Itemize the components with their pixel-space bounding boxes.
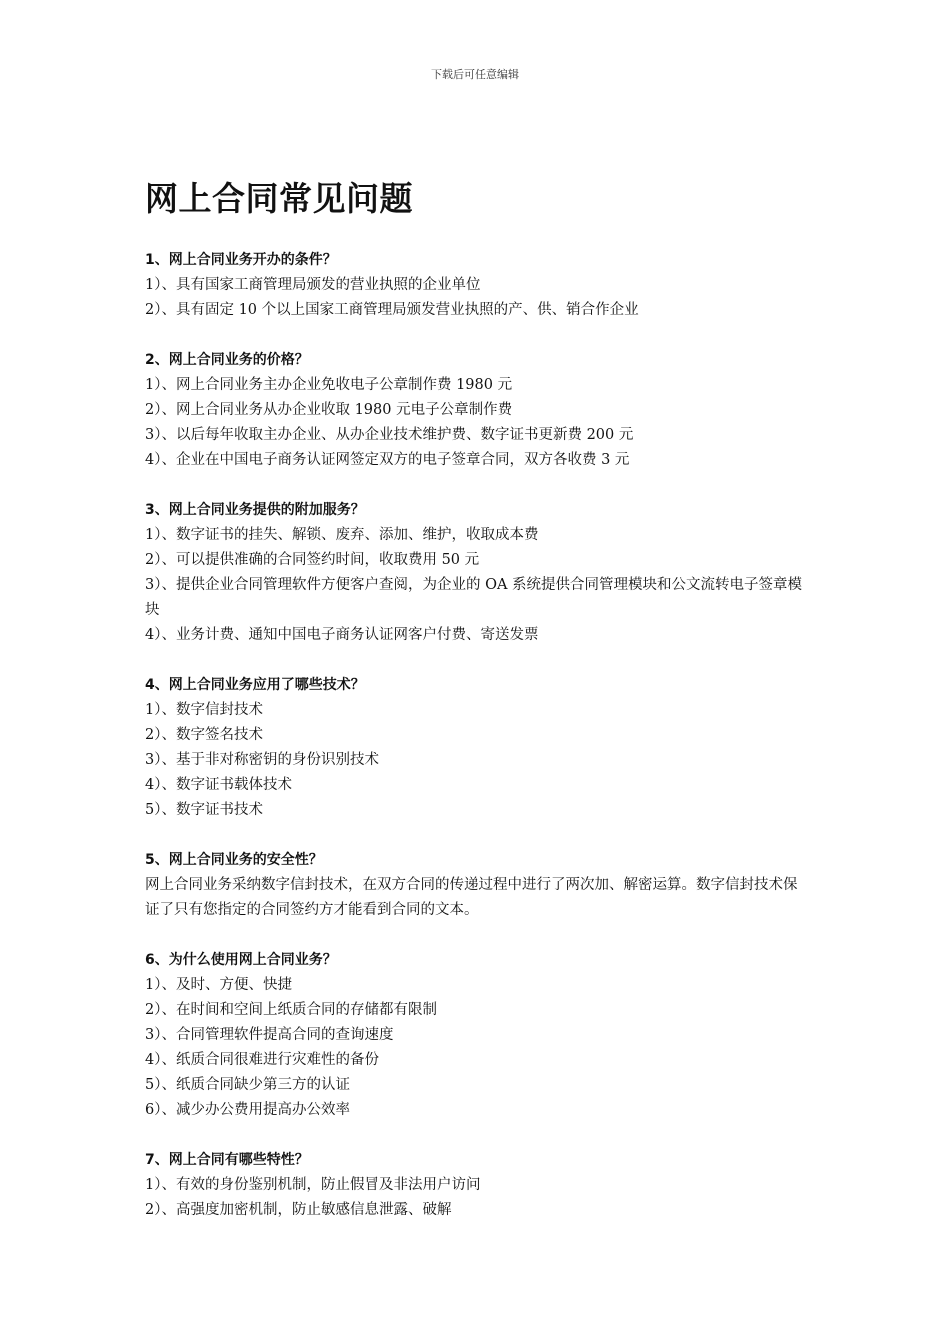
faq-answer-line: 1）、具有国家工商管理局颁发的营业执照的企业单位 xyxy=(145,277,481,293)
faq-answer-line: 1）、有效的身份鉴别机制，防止假冒及非法用户访问 xyxy=(145,1177,481,1193)
faq-section-3 xyxy=(145,498,810,648)
faq-answer-line: 2）、高强度加密机制，防止敏感信息泄露、破解 xyxy=(145,1202,452,1218)
faq-answer-line: 3）、合同管理软件提高合同的查询速度 xyxy=(145,1027,394,1043)
faq-question: 6、为什么使用网上合同业务？ xyxy=(145,952,337,968)
faq-question: 3、网上合同业务提供的附加服务？ xyxy=(145,502,365,518)
faq-answer-line: 3）、提供企业合同管理软件方便客户查阅，为企业的 OA 系统提供合同管理模块和公文流转电子签章模块 xyxy=(145,577,803,618)
page-title: 网上合同常见问题 xyxy=(145,179,413,218)
faq-question: 7、网上合同有哪些特性？ xyxy=(145,1152,309,1168)
faq-answer-line: 4）、数字证书载体技术 xyxy=(145,777,292,793)
faq-answer-line: 2）、可以提供准确的合同签约时间，收取费用 50 元 xyxy=(145,552,480,568)
faq-answer-line: 1）、数字证书的挂失、解锁、废弃、添加、维护，收取成本费 xyxy=(145,527,539,543)
faq-section-7 xyxy=(145,1148,810,1223)
faq-answer-line: 3）、基于非对称密钥的身份识别技术 xyxy=(145,752,379,768)
faq-answer-line: 2）、具有固定 10 个以上国家工商管理局颁发营业执照的产、供、销合作企业 xyxy=(145,302,639,318)
faq-answer-line: 4）、企业在中国电子商务认证网签定双方的电子签章合同，双方各收费 3 元 xyxy=(145,452,630,468)
faq-question: 1、网上合同业务开办的条件？ xyxy=(145,252,337,268)
faq-section-4 xyxy=(145,673,810,823)
faq-answer-line: 1）、数字信封技术 xyxy=(145,702,263,718)
faq-answer-line: 2）、在时间和空间上纸质合同的存储都有限制 xyxy=(145,1002,437,1018)
faq-answer-paragraph: 网上合同业务采纳数字信封技术，在双方合同的传递过程中进行了两次加、解密运算。数字信封技术保证了只有您指定的合同签约方才能看到合同的文本。 xyxy=(145,877,798,918)
faq-question: 4、网上合同业务应用了哪些技术？ xyxy=(145,677,365,693)
faq-answer-line: 5）、数字证书技术 xyxy=(145,802,263,818)
faq-answer-line: 2）、数字签名技术 xyxy=(145,727,263,743)
faq-section-1 xyxy=(145,248,810,323)
faq-answer-line: 6）、减少办公费用提高办公效率 xyxy=(145,1102,350,1118)
faq-answer-line: 5）、纸质合同缺少第三方的认证 xyxy=(145,1077,350,1093)
faq-section-6 xyxy=(145,948,810,1123)
faq-section-2 xyxy=(145,348,810,473)
faq-answer-line: 4）、业务计费、通知中国电子商务认证网客户付费、寄送发票 xyxy=(145,627,539,643)
faq-answer-line: 1）、网上合同业务主办企业免收电子公章制作费 1980 元 xyxy=(145,377,513,393)
faq-answer-line: 3）、以后每年收取主办企业、从办企业技术维护费、数字证书更新费 200 元 xyxy=(145,427,634,443)
faq-answer-line: 4）、纸质合同很难进行灾难性的备份 xyxy=(145,1052,379,1068)
faq-section-5 xyxy=(145,848,810,923)
faq-question: 2、网上合同业务的价格？ xyxy=(145,352,309,368)
faq-answer-line: 1）、及时、方便、快捷 xyxy=(145,977,292,993)
document-body xyxy=(145,176,810,1248)
header-note: 下载后可任意编辑 xyxy=(431,68,519,81)
faq-answer-line: 2）、网上合同业务从办企业收取 1980 元电子公章制作费 xyxy=(145,402,513,418)
faq-question: 5、网上合同业务的安全性？ xyxy=(145,852,323,868)
